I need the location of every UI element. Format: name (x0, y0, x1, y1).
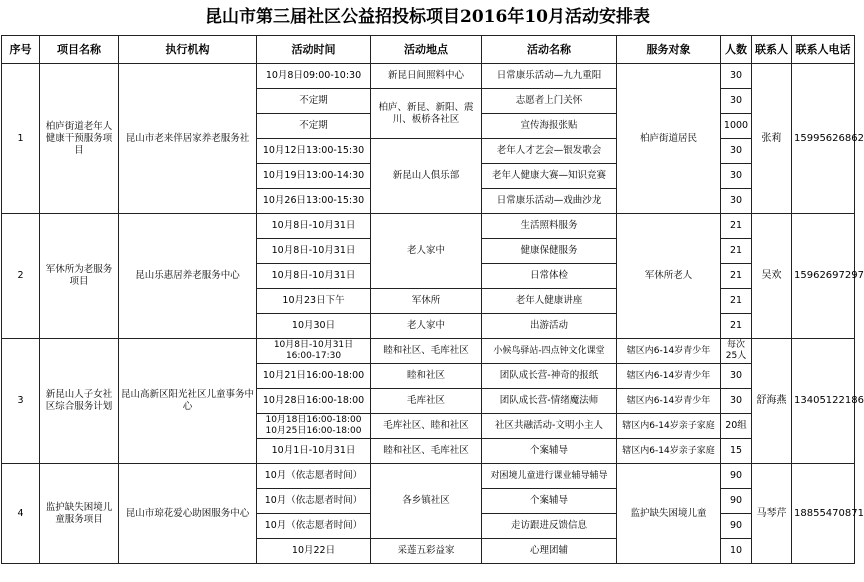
people-count: 21 (721, 289, 752, 314)
contact-person: 吴欢 (752, 214, 792, 339)
activity-name: 日常康乐活动—戏曲沙龙 (482, 189, 617, 214)
activity-time: 10月（依志愿者时间） (257, 489, 371, 514)
service-target: 辖区内6-14岁亲子家庭 (617, 414, 721, 439)
people-count: 21 (721, 214, 752, 239)
project-org: 昆山乐惠居养老服务中心 (119, 214, 257, 339)
activity-time: 10月23日下午 (257, 289, 371, 314)
project-no: 3 (2, 339, 40, 464)
project-name: 柏庐街道老年人健康干预服务项目 (40, 64, 119, 214)
people-count: 30 (721, 64, 752, 89)
col-header-activity: 活动名称 (482, 36, 617, 64)
activity-place: 老人家中 (371, 314, 482, 339)
project-name: 军休所为老服务项目 (40, 214, 119, 339)
col-header-target: 服务对象 (617, 36, 721, 64)
activity-time: 不定期 (257, 114, 371, 139)
table-row (2, 64, 855, 89)
people-count: 90 (721, 514, 752, 539)
activity-name: 走访跟进反馈信息 (482, 514, 617, 539)
activity-time: 10月22日 (257, 539, 371, 564)
activity-time: 10月（依志愿者时间） (257, 514, 371, 539)
activity-time: 10月19日13:00-14:30 (257, 164, 371, 189)
activity-time: 10月（依志愿者时间） (257, 464, 371, 489)
service-target: 辖区内6-14岁青少年 (617, 364, 721, 389)
service-target: 监护缺失困境儿童 (617, 464, 721, 564)
contact-phone: 15995626862 (792, 64, 855, 214)
activity-time: 10月8日09:00-10:30 (257, 64, 371, 89)
project-no: 1 (2, 64, 40, 214)
people-count: 90 (721, 489, 752, 514)
project-no: 4 (2, 464, 40, 564)
col-header-time: 活动时间 (257, 36, 371, 64)
project-org: 昆山市琼花爱心助困服务中心 (119, 464, 257, 564)
activity-name: 团队成长营-情绪魔法师 (482, 389, 617, 414)
activity-place: 采莲五彩益家 (371, 539, 482, 564)
activity-name: 社区共融活动-文明小主人 (482, 414, 617, 439)
people-count: 20组 (721, 414, 752, 439)
activity-time: 10月30日 (257, 314, 371, 339)
col-header-place: 活动地点 (371, 36, 482, 64)
activity-time: 10月28日16:00-18:00 (257, 389, 371, 414)
col-header-org: 执行机构 (119, 36, 257, 64)
activity-name: 老年人健康讲座 (482, 289, 617, 314)
contact-phone: 18855470871 (792, 464, 855, 564)
page-title: 昆山市第三届社区公益招投标项目2016年10月活动安排表 (205, 7, 650, 27)
contact-phone: 15962697297 (792, 214, 855, 339)
activity-name: 个案辅导 (482, 489, 617, 514)
col-header-contact: 联系人 (752, 36, 792, 64)
activity-name: 老年人健康大赛—知识竞赛 (482, 164, 617, 189)
activity-name: 日常康乐活动—九九重阳 (482, 64, 617, 89)
people-count: 21 (721, 314, 752, 339)
people-count: 15 (721, 439, 752, 464)
col-header-no: 序号 (2, 36, 40, 64)
activity-time: 10月1日-10月31日 (257, 439, 371, 464)
activity-place: 柏庐、新昆、新阳、震川、板桥各社区 (371, 89, 482, 139)
activity-place: 毛库社区 (371, 389, 482, 414)
contact-person: 马琴芹 (752, 464, 792, 564)
people-count: 1000 (721, 114, 752, 139)
people-count: 30 (721, 364, 752, 389)
people-count: 30 (721, 389, 752, 414)
activity-name: 心理团辅 (482, 539, 617, 564)
project-name: 新昆山人子女社区综合服务计划 (40, 339, 119, 464)
activity-time: 10月21日16:00-18:00 (257, 364, 371, 389)
people-count: 21 (721, 239, 752, 264)
service-target: 辖区内6-14岁青少年 (617, 339, 721, 364)
people-count: 30 (721, 189, 752, 214)
activity-place: 老人家中 (371, 214, 482, 289)
project-name: 监护缺失困境儿童服务项目 (40, 464, 119, 564)
activity-name: 小候鸟驿站-四点钟文化课堂 (482, 339, 617, 364)
table-row (2, 339, 855, 364)
activity-time: 10月8日-10月31日 16:00-17:30 (257, 339, 371, 364)
activity-place: 军休所 (371, 289, 482, 314)
activity-name: 日常体检 (482, 264, 617, 289)
activity-name: 志愿者上门关怀 (482, 89, 617, 114)
activity-time: 10月12日13:00-15:30 (257, 139, 371, 164)
activity-name: 个案辅导 (482, 439, 617, 464)
service-target: 辖区内6-14岁青少年 (617, 389, 721, 414)
activity-name: 团队成长营-神奇的报纸 (482, 364, 617, 389)
activity-time: 10月18日16:00-18:00 10月25日16:00-18:00 (257, 414, 371, 439)
people-count: 21 (721, 264, 752, 289)
activity-name: 生活照料服务 (482, 214, 617, 239)
activity-place: 新昆山人俱乐部 (371, 139, 482, 214)
people-count: 30 (721, 89, 752, 114)
activity-place: 睦和社区、毛库社区 (371, 339, 482, 364)
activity-name: 对困境儿童进行课业辅导辅导 (482, 464, 617, 489)
activity-time: 10月8日-10月31日 (257, 239, 371, 264)
service-target: 辖区内6-14岁亲子家庭 (617, 439, 721, 464)
col-header-project-name: 项目名称 (40, 36, 119, 64)
activity-time: 10月8日-10月31日 (257, 214, 371, 239)
activity-time: 10月8日-10月31日 (257, 264, 371, 289)
table-row (2, 214, 855, 239)
table-row (2, 464, 855, 489)
col-header-phone: 联系人电话 (792, 36, 855, 64)
activity-name: 宣传海报张贴 (482, 114, 617, 139)
people-count: 10 (721, 539, 752, 564)
activity-name: 老年人才艺会—银发歌会 (482, 139, 617, 164)
activity-place: 新昆日间照料中心 (371, 64, 482, 89)
activity-place: 毛库社区、睦和社区 (371, 414, 482, 439)
activity-place: 各乡镇社区 (371, 464, 482, 539)
contact-phone: 13405122186 (792, 339, 855, 464)
project-no: 2 (2, 214, 40, 339)
contact-person: 舒海燕 (752, 339, 792, 464)
activity-place: 睦和社区、毛库社区 (371, 439, 482, 464)
service-target: 军休所老人 (617, 214, 721, 339)
activity-name: 健康保健服务 (482, 239, 617, 264)
activity-name: 出游活动 (482, 314, 617, 339)
people-count: 90 (721, 464, 752, 489)
col-header-count: 人数 (721, 36, 752, 64)
project-org: 昆山市老来伴居家养老服务社 (119, 64, 257, 214)
activity-time: 不定期 (257, 89, 371, 114)
people-count: 30 (721, 164, 752, 189)
people-count: 30 (721, 139, 752, 164)
project-org: 昆山高新区阳光社区儿童事务中心 (119, 339, 257, 464)
people-count: 每次25人 (721, 339, 752, 364)
service-target: 柏庐街道居民 (617, 64, 721, 214)
activity-schedule-table (1, 35, 864, 564)
activity-time: 10月26日13:00-15:30 (257, 189, 371, 214)
contact-person: 张莉 (752, 64, 792, 214)
header-row (2, 36, 855, 64)
activity-place: 睦和社区 (371, 364, 482, 389)
